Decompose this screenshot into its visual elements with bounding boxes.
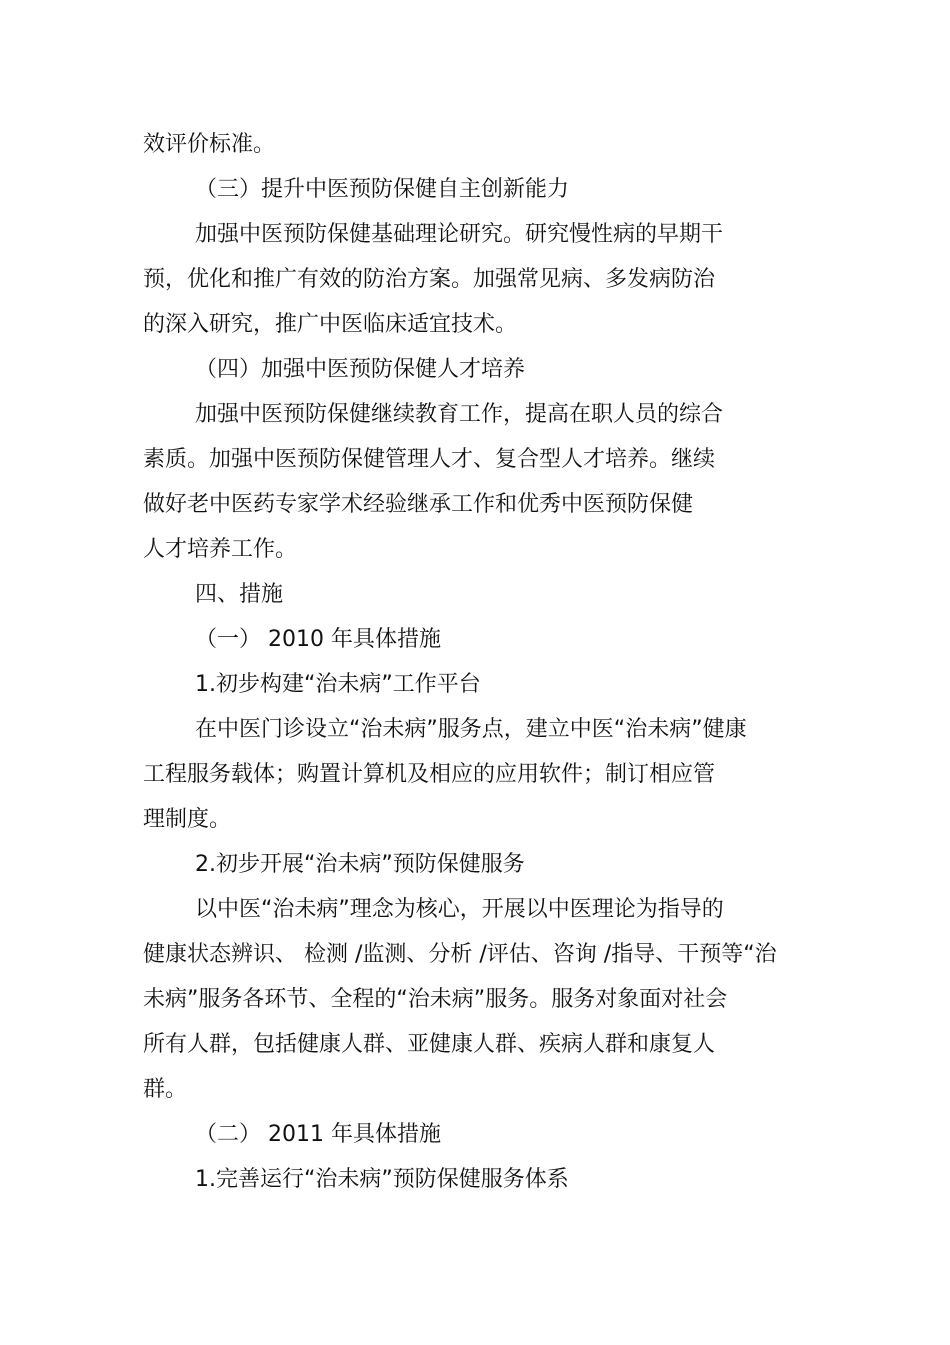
text-line: 群。 bbox=[143, 1077, 188, 1102]
section-heading: （三）提升中医预防保健自主创新能力 bbox=[195, 177, 570, 202]
section-heading: （四）加强中医预防保健人才培养 bbox=[195, 357, 526, 382]
text-line: 效评价标准。 bbox=[143, 132, 276, 157]
text-line: 健康状态辨识、 检测 /监测、分析 /评估、咨询 /指导、干预等“治 bbox=[143, 942, 777, 967]
section-heading: 四、措施 bbox=[195, 582, 284, 607]
text-line: 人才培养工作。 bbox=[143, 537, 298, 562]
text-line: 素质。加强中医预防保健管理人才、复合型人才培养。继续 bbox=[143, 447, 716, 472]
text-line: 预，优化和推广有效的防治方案。加强常见病、多发病防治 bbox=[143, 267, 716, 292]
section-heading: （二） 2011 年具体措施 bbox=[195, 1122, 441, 1147]
text-line: 的深入研究，推广中医临床适宜技术。 bbox=[143, 312, 518, 337]
section-heading: （一） 2010 年具体措施 bbox=[195, 627, 441, 652]
section-heading: 1.完善运行“治未病”预防保健服务体系 bbox=[195, 1167, 569, 1192]
text-line: 在中医门诊设立“治未病”服务点，建立中医“治未病”健康 bbox=[195, 717, 747, 742]
text-line: 以中医“治未病”理念为核心，开展以中医理论为指导的 bbox=[195, 897, 724, 922]
section-heading: 1.初步构建“治未病”工作平台 bbox=[195, 672, 481, 697]
text-line: 所有人群，包括健康人群、亚健康人群、疾病人群和康复人 bbox=[143, 1032, 716, 1057]
text-line: 加强中医预防保健基础理论研究。研究慢性病的早期干 bbox=[195, 222, 724, 247]
text-line: 未病”服务各环节、全程的“治未病”服务。服务对象面对社会 bbox=[143, 987, 728, 1012]
section-heading: 2.初步开展“治未病”预防保健服务 bbox=[195, 852, 525, 877]
text-line: 做好老中医药专家学术经验继承工作和优秀中医预防保健 bbox=[143, 492, 694, 517]
text-line: 工程服务载体；购置计算机及相应的应用软件；制订相应管 bbox=[143, 762, 716, 787]
text-line: 理制度。 bbox=[143, 807, 232, 832]
text-line: 加强中医预防保健继续教育工作，提高在职人员的综合 bbox=[195, 402, 724, 427]
